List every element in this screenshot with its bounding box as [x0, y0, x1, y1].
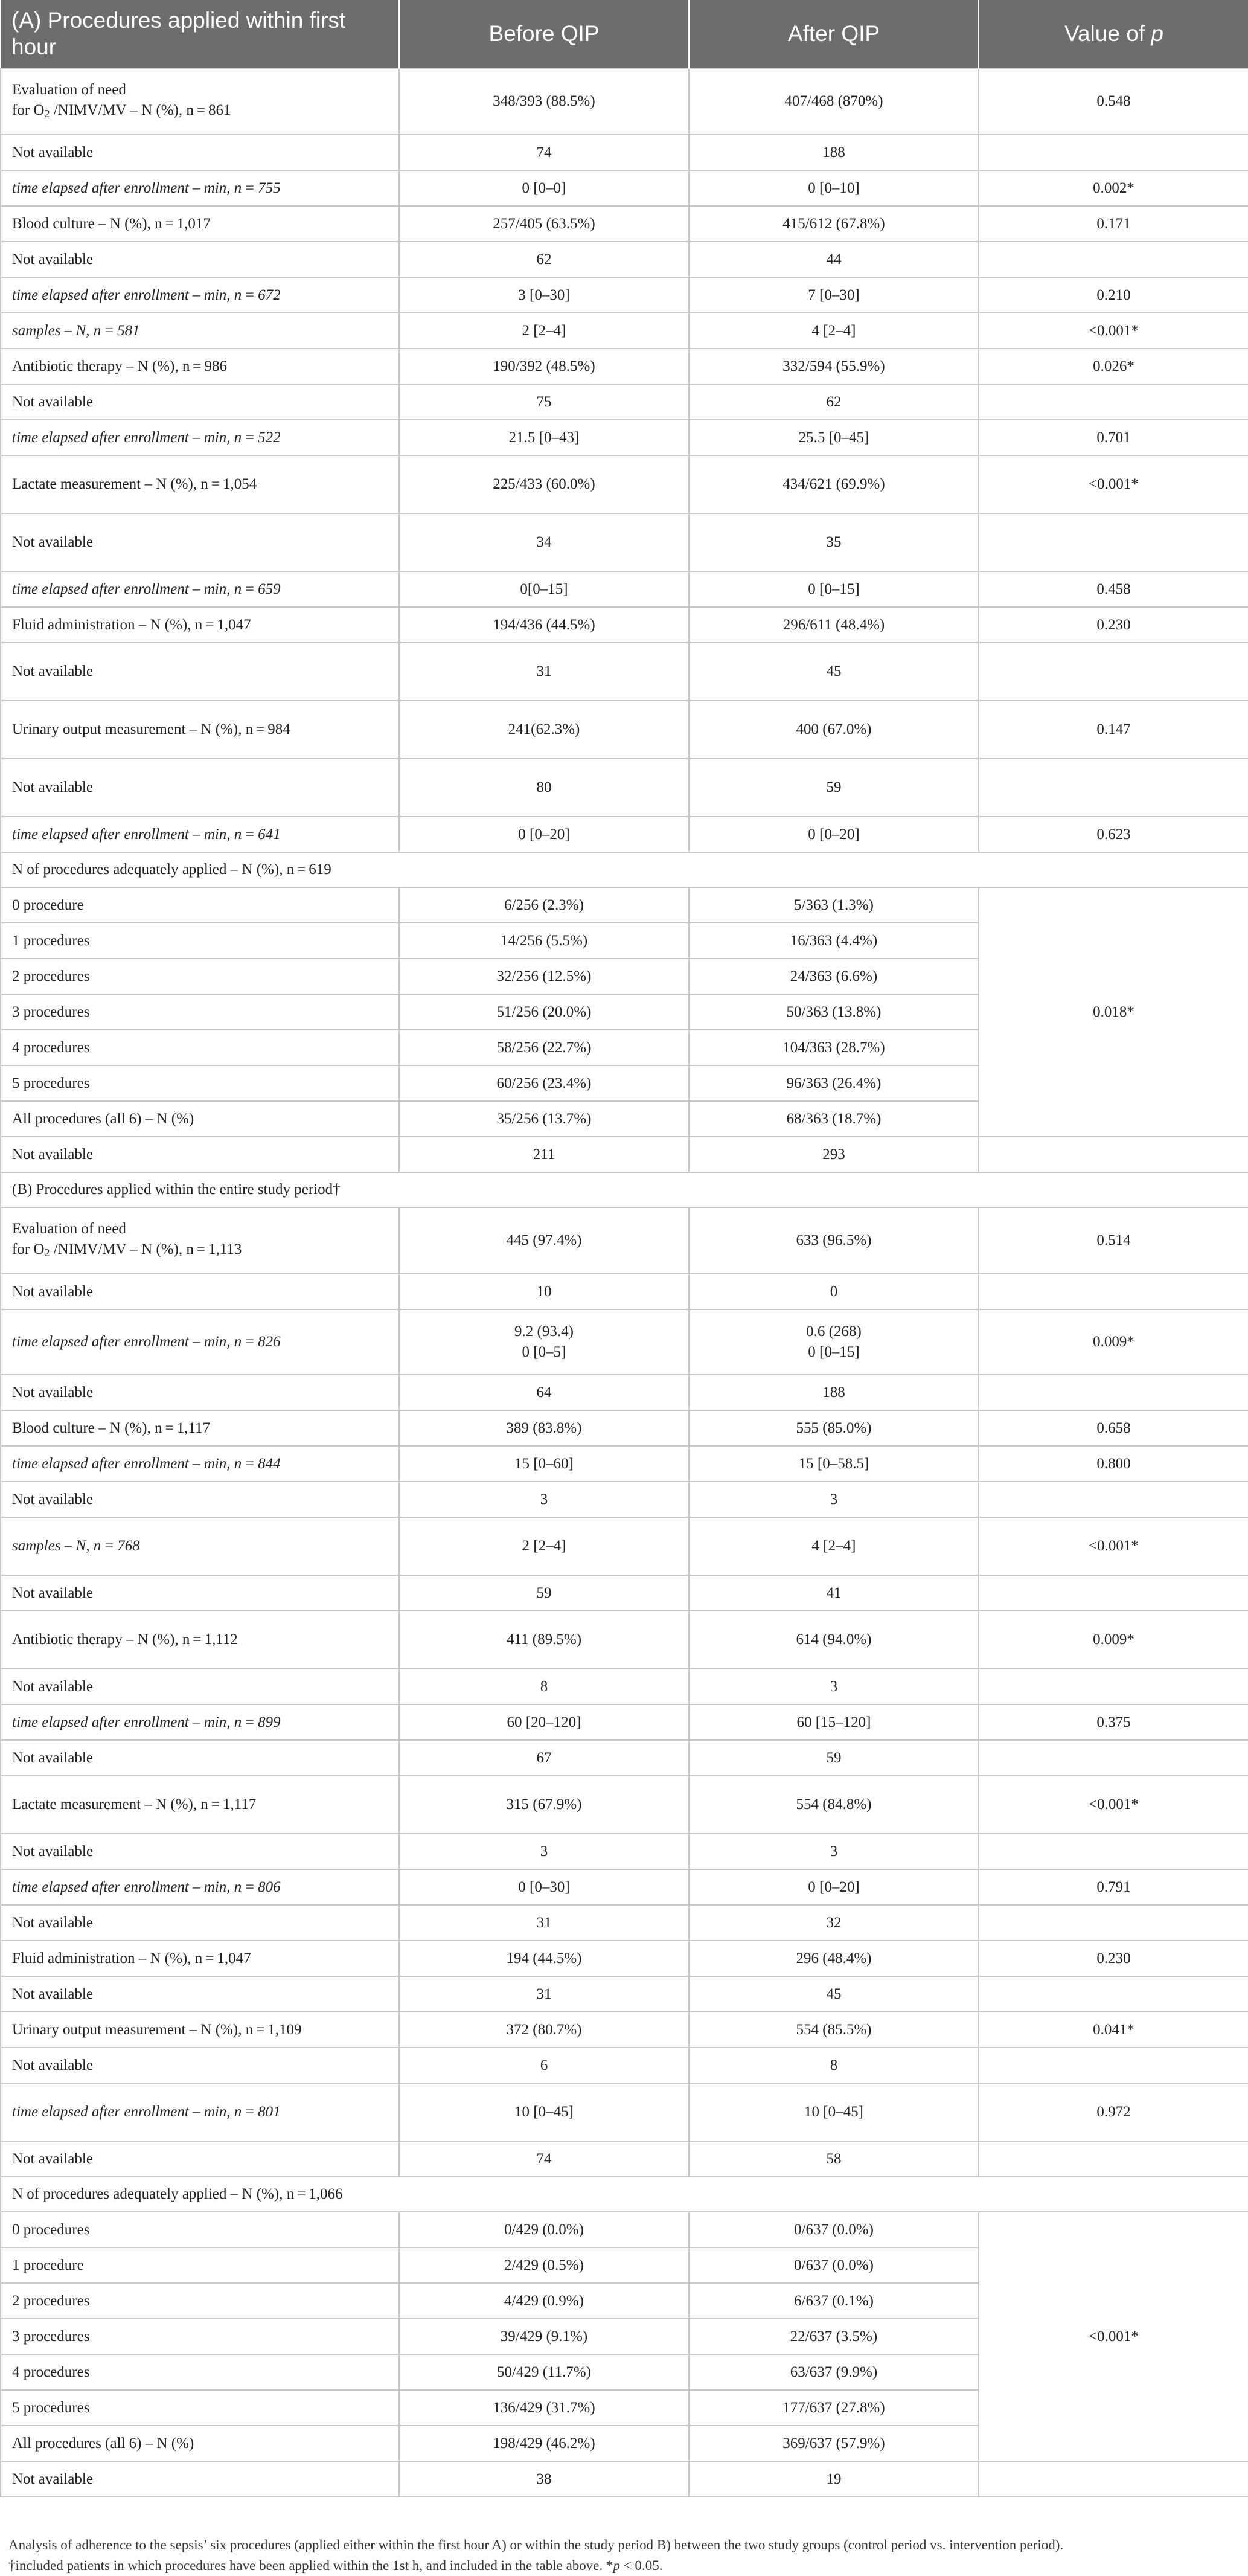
table-header-row: [1, 0, 1248, 68]
subscript-2: 2: [44, 1246, 50, 1259]
p-value-cell: [979, 1669, 1248, 1704]
p-value-cell: <0.001*: [979, 1776, 1248, 1834]
after-qip-cell: 0 [0–10]: [689, 170, 979, 206]
table-row: [1, 2461, 1248, 2497]
table-row: [1, 607, 1248, 643]
row-label: time elapsed after enrollment – min, n = 806: [1, 1869, 399, 1905]
after-qip-cell: 58: [689, 2141, 979, 2177]
table-row: [1, 242, 1248, 277]
row-label: time elapsed after enrollment – min, n = 659: [1, 571, 399, 607]
after-qip-cell: 188: [689, 135, 979, 170]
after-qip-cell: 60 [15–120]: [689, 1704, 979, 1740]
row-label: Not available: [1, 2461, 399, 2497]
after-qip-cell: 0 [0–15]: [689, 571, 979, 607]
p-value-cell: 0.026*: [979, 348, 1248, 384]
table-row: [1, 1309, 1248, 1375]
p-value-cell: [979, 1976, 1248, 2012]
after-qip-cell: 296/611 (48.4%): [689, 607, 979, 643]
after-qip-cell: 10 [0–45]: [689, 2083, 979, 2141]
before-qip-cell: 241(62.3%): [399, 701, 689, 759]
after-qip-cell: 434/621 (69.9%): [689, 455, 979, 513]
after-qip-cell: 35: [689, 513, 979, 571]
p-value-cell: [979, 1575, 1248, 1611]
row-label: [1, 1207, 399, 1274]
after-qip-cell: 41: [689, 1575, 979, 1611]
before-qip-cell: 411 (89.5%): [399, 1611, 689, 1669]
before-qip-cell: 32/256 (12.5%): [399, 959, 689, 994]
p-value-cell: [979, 1375, 1248, 1410]
p-value-cell: 0.230: [979, 1941, 1248, 1976]
row-label-line-1: Evaluation of need: [12, 1220, 126, 1237]
row-label: time elapsed after enrollment – min, n = 826: [1, 1309, 399, 1375]
row-label: Not available: [1, 643, 399, 701]
before-qip-cell: 372 (80.7%): [399, 2012, 689, 2048]
table-row: [1, 1575, 1248, 1611]
after-qip-cell: 63/637 (9.9%): [689, 2354, 979, 2390]
row-label: time elapsed after enrollment – min, n = 522: [1, 420, 399, 455]
table-row: [1, 68, 1248, 135]
p-value-cell: 0.041*: [979, 2012, 1248, 2048]
before-qip-cell: 50/429 (11.7%): [399, 2354, 689, 2390]
before-qip-cell: 0 [0–20]: [399, 817, 689, 852]
p-value-cell: 0.791: [979, 1869, 1248, 1905]
table-row: [1, 1410, 1248, 1446]
count-label: 4 procedures: [1, 2354, 399, 2390]
before-qip-cell: 31: [399, 1976, 689, 2012]
after-qip-cell: 554 (84.8%): [689, 1776, 979, 1834]
after-qip-cell: 45: [689, 643, 979, 701]
before-qip-cell-line-2: 0 [0–5]: [522, 1344, 566, 1360]
after-qip-cell: 104/363 (28.7%): [689, 1030, 979, 1065]
after-qip-cell: 96/363 (26.4%): [689, 1065, 979, 1101]
before-qip-cell: 64: [399, 1375, 689, 1410]
after-qip-cell: 415/612 (67.8%): [689, 206, 979, 242]
section-b-count-title-text: N of procedures adequately applied – N (%), n = 1,066: [1, 2177, 1248, 2212]
p-value-cell: [979, 1274, 1248, 1309]
before-qip-cell: 10: [399, 1274, 689, 1309]
before-qip-cell: 34: [399, 513, 689, 571]
after-qip-cell: [689, 1309, 979, 1375]
row-label: time elapsed after enrollment – min, n = 755: [1, 170, 399, 206]
table-row: [1, 2083, 1248, 2141]
after-qip-cell-line-1: 0.6 (268): [806, 1323, 862, 1340]
after-qip-cell: 22/637 (3.5%): [689, 2319, 979, 2354]
table-row: [1, 1669, 1248, 1704]
before-qip-cell: 74: [399, 2141, 689, 2177]
table-row: [1, 1375, 1248, 1410]
table-row: [1, 701, 1248, 759]
table-row: [1, 1905, 1248, 1941]
before-qip-cell: 35/256 (13.7%): [399, 1101, 689, 1137]
before-qip-cell: 31: [399, 1905, 689, 1941]
p-value-cell: 0.972: [979, 2083, 1248, 2141]
count-label: 0 procedure: [1, 887, 399, 923]
after-qip-cell: 332/594 (55.9%): [689, 348, 979, 384]
after-qip-cell: 25.5 [0–45]: [689, 420, 979, 455]
after-qip-cell: 633 (96.5%): [689, 1207, 979, 1274]
before-qip-cell: [399, 1309, 689, 1375]
table-row: [1, 1704, 1248, 1740]
table-row: [1, 2141, 1248, 2177]
before-qip-cell: 445 (97.4%): [399, 1207, 689, 1274]
p-value-cell: [979, 1905, 1248, 1941]
table-row: [1, 1274, 1248, 1309]
after-qip-cell: 59: [689, 1740, 979, 1776]
after-qip-cell: 614 (94.0%): [689, 1611, 979, 1669]
table-row: [1, 384, 1248, 420]
after-qip-cell: 296 (48.4%): [689, 1941, 979, 1976]
count-label: 1 procedures: [1, 923, 399, 959]
row-label: samples – N, n = 581: [1, 313, 399, 348]
row-label-line-1: Evaluation of need: [12, 81, 126, 98]
table-row: [1, 2012, 1248, 2048]
before-qip-cell: 0 [0–30]: [399, 1869, 689, 1905]
after-qip-cell: 5/363 (1.3%): [689, 887, 979, 923]
before-qip-cell: 2 [2–4]: [399, 313, 689, 348]
count-label: 3 procedures: [1, 994, 399, 1030]
row-label: samples – N, n = 768: [1, 1517, 399, 1575]
after-qip-cell: 0: [689, 1274, 979, 1309]
count-label: 5 procedures: [1, 1065, 399, 1101]
p-value-cell: 0.009*: [979, 1309, 1248, 1375]
p-value-cell: 0.210: [979, 277, 1248, 313]
header-before-qip: Before QIP: [399, 0, 689, 68]
before-qip-cell: 15 [0–60]: [399, 1446, 689, 1482]
p-value-cell: [979, 2461, 1248, 2497]
section-a-count-title-text: N of procedures adequately applied – N (%), n = 619: [1, 852, 1248, 887]
table-row: [1, 1446, 1248, 1482]
after-qip-cell: 16/363 (4.4%): [689, 923, 979, 959]
count-row: [1, 887, 1248, 923]
before-qip-cell: 194 (44.5%): [399, 1941, 689, 1976]
table-row: [1, 1740, 1248, 1776]
after-qip-cell: 3: [689, 1834, 979, 1869]
count-label: 1 procedure: [1, 2247, 399, 2283]
p-value-cell: 0.002*: [979, 170, 1248, 206]
count-label: 2 procedures: [1, 2283, 399, 2319]
after-qip-cell: 0/637 (0.0%): [689, 2247, 979, 2283]
table-row: [1, 817, 1248, 852]
table-row: [1, 1137, 1248, 1172]
row-label: Blood culture – N (%), n = 1,117: [1, 1410, 399, 1446]
before-qip-cell: 75: [399, 384, 689, 420]
before-qip-cell: 14/256 (5.5%): [399, 923, 689, 959]
after-qip-cell: 554 (85.5%): [689, 2012, 979, 2048]
table-row: [1, 1976, 1248, 2012]
before-qip-cell: 2/429 (0.5%): [399, 2247, 689, 2283]
before-qip-cell: 39/429 (9.1%): [399, 2319, 689, 2354]
row-label: Not available: [1, 1137, 399, 1172]
row-label: Not available: [1, 2048, 399, 2083]
p-value-cell: 0.375: [979, 1704, 1248, 1740]
before-qip-cell: 21.5 [0–43]: [399, 420, 689, 455]
row-label-line-2: for $O_2$ /NIMV/MV – N (%), n = 861: [12, 101, 231, 120]
before-qip-cell: 60/256 (23.4%): [399, 1065, 689, 1101]
table-caption: [0, 2497, 1248, 2576]
row-label: Not available: [1, 1482, 399, 1517]
p-value-cell: [979, 1834, 1248, 1869]
row-label: Lactate measurement – N (%), n = 1,054: [1, 455, 399, 513]
before-qip-cell: 8: [399, 1669, 689, 1704]
count-label: 3 procedures: [1, 2319, 399, 2354]
before-qip-cell: 6/256 (2.3%): [399, 887, 689, 923]
p-value-cell: <0.001*: [979, 313, 1248, 348]
after-qip-cell: 400 (67.0%): [689, 701, 979, 759]
p-value-cell: [979, 135, 1248, 170]
row-label: Not available: [1, 1905, 399, 1941]
table-row: [1, 1869, 1248, 1905]
row-label: time elapsed after enrollment – min, n = 844: [1, 1446, 399, 1482]
p-value-cell: [979, 1482, 1248, 1517]
row-label: Antibiotic therapy – N (%), n = 1,112: [1, 1611, 399, 1669]
after-qip-cell: 15 [0–58.5]: [689, 1446, 979, 1482]
row-label: Not available: [1, 242, 399, 277]
before-qip-cell: 257/405 (63.5%): [399, 206, 689, 242]
row-label: Not available: [1, 1669, 399, 1704]
row-label: time elapsed after enrollment – min, n = 899: [1, 1704, 399, 1740]
after-qip-cell: 293: [689, 1137, 979, 1172]
after-qip-cell: 3: [689, 1669, 979, 1704]
p-value-cell: 0.458: [979, 571, 1248, 607]
table-row: [1, 1207, 1248, 1274]
before-qip-cell: 225/433 (60.0%): [399, 455, 689, 513]
table-row: [1, 348, 1248, 384]
p-value-cell: 0.800: [979, 1446, 1248, 1482]
subscript-2: 2: [44, 107, 50, 120]
p-value-cell: [979, 2141, 1248, 2177]
after-qip-cell: 59: [689, 759, 979, 817]
count-label: 0 procedures: [1, 2212, 399, 2247]
table-row: [1, 759, 1248, 817]
after-qip-cell-line-2: 0 [0–15]: [808, 1344, 860, 1360]
before-qip-cell: 0/429 (0.0%): [399, 2212, 689, 2247]
section-b-title: [1, 1172, 1248, 1207]
p-value-cell: 0.009*: [979, 1611, 1248, 1669]
row-label: Not available: [1, 513, 399, 571]
before-qip-cell: 190/392 (48.5%): [399, 348, 689, 384]
row-label: [1, 68, 399, 135]
before-qip-cell: 10 [0–45]: [399, 2083, 689, 2141]
p-value-cell: [979, 643, 1248, 701]
row-label: Lactate measurement – N (%), n = 1,117: [1, 1776, 399, 1834]
row-label: Not available: [1, 1375, 399, 1410]
after-qip-cell: 8: [689, 2048, 979, 2083]
before-qip-cell: 4/429 (0.9%): [399, 2283, 689, 2319]
p-value-cell: 0.701: [979, 420, 1248, 455]
after-qip-cell: 68/363 (18.7%): [689, 1101, 979, 1137]
after-qip-cell: 24/363 (6.6%): [689, 959, 979, 994]
row-label: time elapsed after enrollment – min, n = 641: [1, 817, 399, 852]
before-qip-cell: 136/429 (31.7%): [399, 2390, 689, 2426]
after-qip-cell: 555 (85.0%): [689, 1410, 979, 1446]
row-label: Not available: [1, 384, 399, 420]
row-label: Urinary output measurement – N (%), n = 984: [1, 701, 399, 759]
before-qip-cell: 80: [399, 759, 689, 817]
p-value-cell: [979, 384, 1248, 420]
after-qip-cell: 369/637 (57.9%): [689, 2426, 979, 2461]
table-row: [1, 420, 1248, 455]
before-qip-cell: 51/256 (20.0%): [399, 994, 689, 1030]
before-qip-cell: 38: [399, 2461, 689, 2497]
p-value-cell: [979, 759, 1248, 817]
p-value-cell: 0.147: [979, 701, 1248, 759]
p-value-cell: 0.514: [979, 1207, 1248, 1274]
p-value-cell: [979, 1137, 1248, 1172]
row-label: Urinary output measurement – N (%), n = 1,109: [1, 2012, 399, 2048]
count-row: [1, 2212, 1248, 2247]
table-row: [1, 643, 1248, 701]
row-label: Not available: [1, 1834, 399, 1869]
after-qip-cell: 50/363 (13.8%): [689, 994, 979, 1030]
table-row: [1, 170, 1248, 206]
count-label: 4 procedures: [1, 1030, 399, 1065]
row-label: Not available: [1, 135, 399, 170]
after-qip-cell: 7 [0–30]: [689, 277, 979, 313]
before-qip-cell: 3: [399, 1482, 689, 1517]
table-row: [1, 571, 1248, 607]
section-b-count-title: [1, 2177, 1248, 2212]
before-qip-cell: 60 [20–120]: [399, 1704, 689, 1740]
table-row: [1, 1482, 1248, 1517]
p-value-cell: [979, 1740, 1248, 1776]
after-qip-cell: 3: [689, 1482, 979, 1517]
header-p-value: Value of p: [979, 0, 1248, 68]
caption-line-1: Analysis of adherence to the sepsis’ six procedures (applied either within the first hour A) or within the study period B) between the two study groups (control period vs. intervention period).: [8, 2537, 1064, 2552]
p-value-cell: <0.001*: [979, 455, 1248, 513]
row-label: Antibiotic therapy – N (%), n = 986: [1, 348, 399, 384]
before-qip-cell: 0[0–15]: [399, 571, 689, 607]
before-qip-cell: 58/256 (22.7%): [399, 1030, 689, 1065]
before-qip-cell: 62: [399, 242, 689, 277]
p-value-cell: [979, 513, 1248, 571]
count-label: All procedures (all 6) – N (%): [1, 1101, 399, 1137]
count-label: 2 procedures: [1, 959, 399, 994]
before-qip-cell: 74: [399, 135, 689, 170]
p-value-cell: <0.001*: [979, 1517, 1248, 1575]
table-row: [1, 513, 1248, 571]
before-qip-cell: 2 [2–4]: [399, 1517, 689, 1575]
before-qip-cell: 0 [0–0]: [399, 170, 689, 206]
row-label: Not available: [1, 1976, 399, 2012]
section-a-count-title: [1, 852, 1248, 887]
after-qip-cell: 6/637 (0.1%): [689, 2283, 979, 2319]
count-label: All procedures (all 6) – N (%): [1, 2426, 399, 2461]
row-label: time elapsed after enrollment – min, n = 672: [1, 277, 399, 313]
after-qip-cell: 44: [689, 242, 979, 277]
table-row: [1, 1517, 1248, 1575]
row-label: time elapsed after enrollment – min, n = 801: [1, 2083, 399, 2141]
table-row: [1, 135, 1248, 170]
after-qip-cell: 0/637 (0.0%): [689, 2212, 979, 2247]
row-label: Not available: [1, 2141, 399, 2177]
p-value-cell: 0.548: [979, 68, 1248, 135]
before-qip-cell: 59: [399, 1575, 689, 1611]
table-row: [1, 2048, 1248, 2083]
before-qip-cell: 67: [399, 1740, 689, 1776]
table-row: [1, 1834, 1248, 1869]
after-qip-cell: 45: [689, 1976, 979, 2012]
before-qip-cell: 31: [399, 643, 689, 701]
counts-p-value: <0.001*: [979, 2212, 1248, 2461]
table-row: [1, 1941, 1248, 1976]
after-qip-cell: 177/637 (27.8%): [689, 2390, 979, 2426]
row-label: Not available: [1, 1575, 399, 1611]
row-label: Fluid administration – N (%), n = 1,047: [1, 1941, 399, 1976]
section-b-title-text: (B) Procedures applied within the entire study period†: [1, 1172, 1248, 1207]
before-qip-cell: 211: [399, 1137, 689, 1172]
before-qip-cell: 3 [0–30]: [399, 277, 689, 313]
counts-p-value: 0.018*: [979, 887, 1248, 1137]
header-section-a: (A) Procedures applied within first hour: [1, 0, 399, 68]
after-qip-cell: 4 [2–4]: [689, 1517, 979, 1575]
caption-line-2: †included patients in which procedures have been applied within the 1st h, and included in the table above. *p < 0.05.: [8, 2558, 663, 2573]
before-qip-cell: 315 (67.9%): [399, 1776, 689, 1834]
row-label: Not available: [1, 759, 399, 817]
before-qip-cell: 3: [399, 1834, 689, 1869]
p-value-cell: [979, 242, 1248, 277]
row-label: Not available: [1, 1740, 399, 1776]
after-qip-cell: 0 [0–20]: [689, 1869, 979, 1905]
before-qip-cell: 6: [399, 2048, 689, 2083]
count-label: 5 procedures: [1, 2390, 399, 2426]
before-qip-cell: 348/393 (88.5%): [399, 68, 689, 135]
after-qip-cell: 188: [689, 1375, 979, 1410]
after-qip-cell: 62: [689, 384, 979, 420]
table-row: [1, 1611, 1248, 1669]
row-label: Blood culture – N (%), n = 1,017: [1, 206, 399, 242]
p-value-cell: 0.623: [979, 817, 1248, 852]
before-qip-cell: 194/436 (44.5%): [399, 607, 689, 643]
after-qip-cell: 19: [689, 2461, 979, 2497]
after-qip-cell: 4 [2–4]: [689, 313, 979, 348]
table-row: [1, 313, 1248, 348]
table-row: [1, 1776, 1248, 1834]
table-body: [1, 68, 1248, 2497]
before-qip-cell-line-1: 9.2 (93.4): [514, 1323, 574, 1340]
row-label: Not available: [1, 1274, 399, 1309]
after-qip-cell: 407/468 (870%): [689, 68, 979, 135]
after-qip-cell: 0 [0–20]: [689, 817, 979, 852]
before-qip-cell: 389 (83.8%): [399, 1410, 689, 1446]
p-value-cell: 0.658: [979, 1410, 1248, 1446]
row-label: Fluid administration – N (%), n = 1,047: [1, 607, 399, 643]
table-row: [1, 206, 1248, 242]
table-row: [1, 455, 1248, 513]
table-row: [1, 277, 1248, 313]
before-qip-cell: 198/429 (46.2%): [399, 2426, 689, 2461]
header-after-qip: After QIP: [689, 0, 979, 68]
after-qip-cell: 32: [689, 1905, 979, 1941]
p-value-cell: [979, 2048, 1248, 2083]
row-label-line-2: for $O_2$ /NIMV/MV – N (%), n = 1,113: [12, 1241, 242, 1259]
p-value-cell: 0.171: [979, 206, 1248, 242]
p-value-cell: 0.230: [979, 607, 1248, 643]
